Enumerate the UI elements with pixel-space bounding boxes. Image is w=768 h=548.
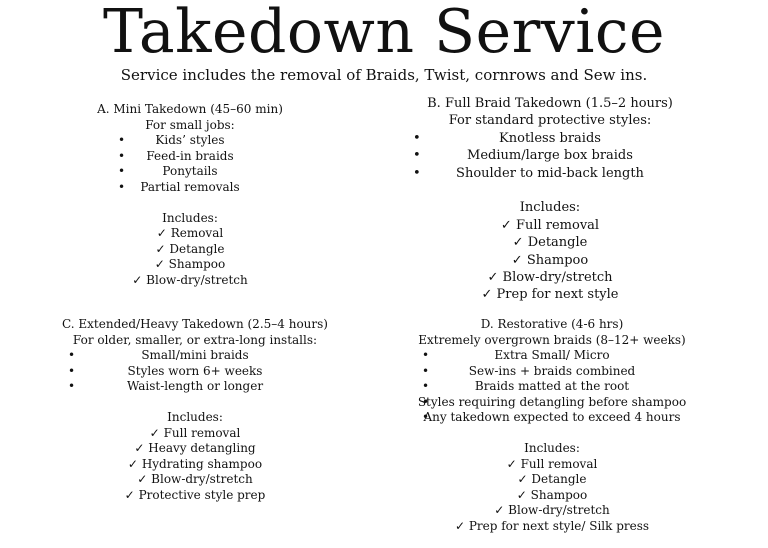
page-subtitle: Service includes the removal of Braids, Twist, cornrows and Sew ins.	[120, 66, 648, 84]
section-extended-heavy-takedown	[45, 317, 345, 503]
includes-label: Includes:	[524, 441, 580, 455]
check-icon: ✓	[481, 287, 493, 303]
include-item: ✓ Blow-dry/stretch	[137, 472, 253, 486]
style-list	[45, 348, 345, 395]
list-item: • Styles worn 6+ weeks	[45, 364, 345, 380]
section-heading: A. Mini Takedown (45–60 min)	[97, 102, 283, 116]
check-icon: ✓	[487, 270, 499, 286]
include-item: ✓ Protective style prep	[124, 487, 266, 502]
include-item: ✓ Full removal	[500, 217, 600, 233]
check-icon: ✓	[516, 487, 527, 502]
list-item: • Partial removals	[90, 180, 290, 196]
include-item: ✓ Prep for next style	[481, 287, 619, 303]
section-heading: B. Full Braid Takedown (1.5–2 hours)	[427, 96, 673, 111]
include-item: ✓ Hydrating shampoo	[127, 456, 263, 471]
list-item: • Knotless braids	[400, 130, 700, 147]
include-item: ✓ Detangle	[517, 472, 587, 486]
section-heading: C. Extended/Heavy Takedown (2.5–4 hours)	[62, 317, 328, 331]
check-icon: ✓	[132, 272, 143, 287]
check-icon: ✓	[517, 472, 528, 486]
list-item: • Ponytails	[90, 164, 290, 180]
check-icon: ✓	[124, 487, 135, 502]
includes-label: Includes:	[519, 200, 581, 216]
list-item: • Small/mini braids	[45, 348, 345, 364]
includes-label: Includes:	[167, 410, 223, 424]
include-item: ✓ Shampoo	[516, 487, 588, 502]
style-list	[90, 133, 290, 195]
list-item: • Waist-length or longer	[45, 379, 345, 395]
check-icon: ✓	[149, 425, 160, 440]
list-item: • Medium/large box braids	[400, 147, 700, 164]
check-icon: ✓	[454, 518, 465, 533]
list-item: • Shoulder to mid-back length	[400, 165, 700, 182]
check-icon: ✓	[127, 456, 138, 471]
include-item: ✓ Detangle	[155, 241, 225, 256]
include-item: ✓ Prep for next style/ Silk press	[454, 518, 650, 533]
list-item: • Extra Small/ Micro	[402, 348, 702, 364]
section-subheading: Extremely overgrown braids (8–12+ weeks)	[418, 332, 686, 347]
list-item: • Styles requiring detangling before shampoo	[402, 395, 702, 411]
includes-label: Includes:	[162, 210, 218, 225]
list-item: • Braids matted at the root	[402, 379, 702, 395]
section-subheading: For older, smaller, or extra-long installs:	[72, 332, 318, 347]
include-item: ✓ Detangle	[512, 235, 588, 251]
include-item: ✓ Heavy detangling	[134, 441, 256, 455]
include-item: ✓ Shampoo	[154, 257, 226, 271]
include-item: ✓ Blow-dry/stretch	[494, 503, 610, 517]
check-icon: ✓	[156, 226, 167, 240]
style-list	[400, 130, 700, 182]
style-list	[402, 348, 702, 426]
check-icon: ✓	[134, 441, 145, 455]
include-item: ✓ Shampoo	[511, 252, 589, 268]
check-icon: ✓	[500, 217, 512, 233]
check-icon: ✓	[154, 257, 165, 271]
check-icon: ✓	[512, 235, 524, 251]
section-heading: D. Restorative (4-6 hrs)	[480, 317, 624, 331]
section-restorative	[402, 317, 702, 534]
page-title: Takedown Service	[102, 0, 666, 67]
check-icon: ✓	[494, 503, 505, 517]
include-item: ✓ Removal	[156, 226, 224, 240]
list-item: • Kids’ styles	[90, 133, 290, 149]
check-icon: ✓	[511, 252, 523, 268]
list-item: • Feed-in braids	[90, 149, 290, 165]
section-mini-takedown	[90, 102, 290, 288]
section-full-braid-takedown	[400, 95, 700, 304]
list-item: • Sew-ins + braids combined	[402, 364, 702, 380]
check-icon: ✓	[155, 241, 166, 256]
section-subheading: For standard protective styles:	[448, 113, 652, 129]
include-item: ✓ Full removal	[149, 425, 241, 440]
include-item: ✓ Blow-dry/stretch	[132, 272, 248, 287]
include-item: ✓ Full removal	[506, 456, 598, 471]
section-subheading: For small jobs:	[145, 117, 235, 132]
check-icon: ✓	[137, 472, 148, 486]
check-icon: ✓	[506, 456, 517, 471]
list-item: • Any takedown expected to exceed 4 hours	[402, 410, 702, 426]
include-item: ✓ Blow-dry/stretch	[487, 270, 613, 286]
